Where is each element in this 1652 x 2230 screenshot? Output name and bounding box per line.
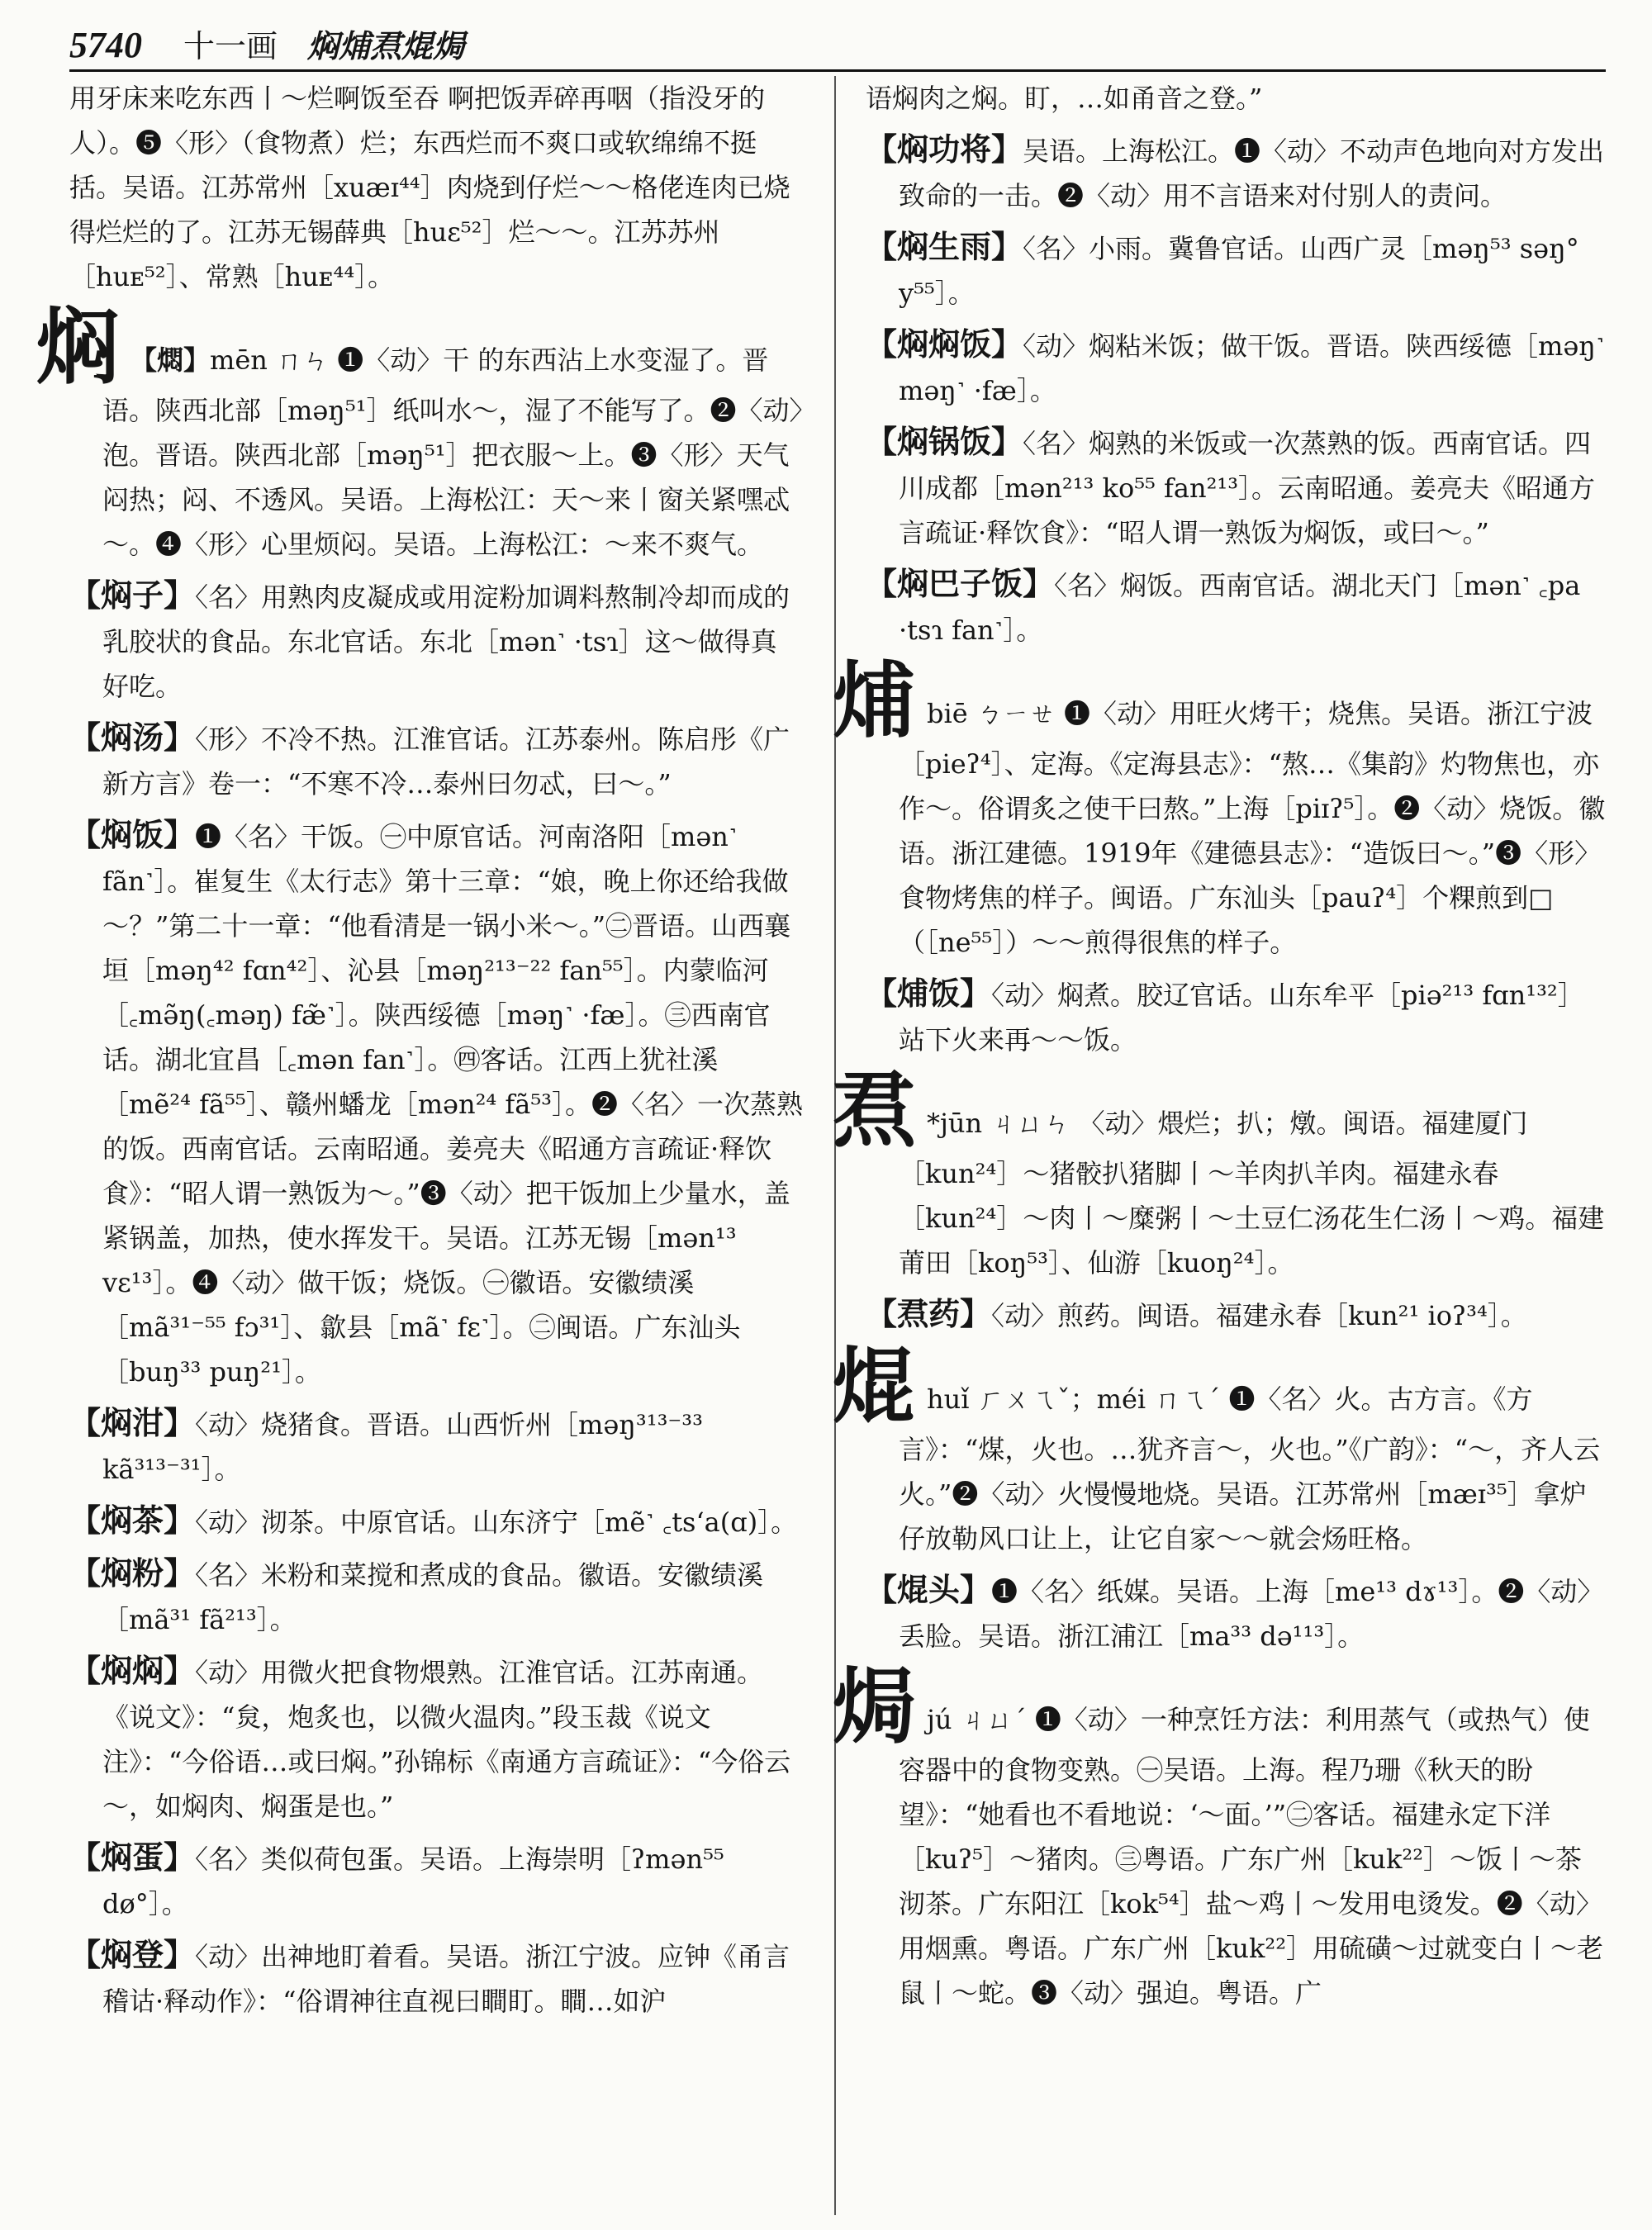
headword-entry [833,1061,1606,1285]
stroke-section: 十一画 [183,28,278,64]
compound-entry [69,715,803,806]
definition-text: biē ㄅㄧㄝ ❶〈动〉用旺火烤干；烧焦。吴语。浙江宁波［pieʔ⁴］、定海。《定海县志》：“熬…《集韵》灼物焦也，亦作～。俗谓炙之使干曰熬。”上海［piɪʔ⁵］。❷〈动〉烧饭。徽语。浙江建德。1919年《建德县志》：“造饭曰～。”❸〈形〉食物烤焦的样子。闽语。广东汕头［pauʔ⁴］个粿煎到□（［ne⁵⁵］）～～煎得很焦的样子。 [899,698,1606,958]
compound-entry [866,420,1606,555]
compound-term: 【焖泔】 [69,1404,196,1441]
compound-entry [69,1498,803,1544]
definition-text: mēn ㄇㄣ ❶〈动〉干 的东西沾上水变湿了。晋语。陕西北部［məŋ⁵¹］纸叫水～，湿了不能写了。❷〈动〉泡。晋语。陕西北部［məŋ⁵¹］把衣服～上。❸〈形〉天气闷热；闷、不透风。吴语。上海松江：天～来丨窗关紧嘿忒～。❹〈形〉心里烦闷。吴语。上海松江：～来不爽气。 [102,344,803,560]
definition-text: 用牙床来吃东西丨～烂啊饭至吞 啊把饭弄碎再咽（指没牙的人）。❺〈形〉（食物煮）烂；东西烂而不爽口或软绵绵不挺括。吴语。江苏常州［xuæɪ⁴⁴］肉烧到仔烂～～格佬连肉已烧得烂烂的了。江苏无锡薛典［huɛ⁵²］烂～～。江苏苏州［huᴇ⁵²］、常熟［huᴇ⁴⁴］。 [69,83,790,292]
definition-text: ❶〈名〉干饭。㊀中原官话。河南洛阳［mən˺ fãn˺］。崔复生《太行志》第十三章：“娘，晚上你还给我做～？”第二十一章：“他看清是一锅小米～。”㊁晋语。山西襄垣［məŋ⁴² fɑn⁴²］、沁县［məŋ²¹³⁻²² fan⁵⁵］。内蒙临河［꜀mə̃ŋ(꜀məŋ) fæ̃˺］。陕西绥德［məŋ˺ ·fæ］。㊂西南官话。湖北宜昌［꜀mən fan˺］。㊃客话。江西上犹社溪［mẽ²⁴ fã⁵⁵］、赣州蟠龙［mən²⁴ fã⁵³］。❷〈名〉一次蒸熟的饭。西南官话。云南昭通。姜亮夫《昭通方言疏证·释饮食》：“昭人谓一熟饭为～。”❸〈动〉把干饭加上少量水，盖紧锅盖，加热，使水挥发干。吴语。江苏无锡［mən¹³ vɛ¹³］。❹〈动〉做干饭；烧饭。㊀徽语。安徽绩溪［mã³¹⁻⁵⁵ fɔ³¹］、歙县［mã˺ fɛ˺］。㊁闽语。广东汕头［buŋ³³ puŋ²¹］。 [102,821,803,1388]
compound-term: 【烳饭】 [866,975,992,1012]
headword-character: 焜 [833,1337,915,1435]
headword-entry [833,652,1606,965]
definition-text: 〈动〉出神地盯着看。吴语。浙江宁波。应钟《甬言稽诂·释动作》：“俗谓神往直视曰瞷盯。瞷…如沪 [102,1941,790,2017]
definition-text: 〈动〉焖粘米饭；做干饭。晋语。陕西绥德［məŋ˺ məŋ˺ ·fæ］。 [899,330,1605,406]
compound-entry [69,1401,803,1492]
continued-text [69,76,803,299]
definition-text: 〈名〉焖饭。西南官话。湖北天门［mən˺ ꜀pa ·tsɿ fan˺］。 [899,570,1581,646]
definition-text: *jūn ㄐㄩㄣ 〈动〉煨烂；扒；燉。闽语。福建厦门［kun²⁴］～猪骹扒猪脚丨～羊肉扒羊肉。福建永春［kun²⁴］～肉丨～糜粥丨～土豆仁汤花生仁汤丨～鸡。福建莆田［koŋ⁵³］、仙游［kuoŋ²⁴］。 [899,1108,1605,1279]
definition-text: 〈动〉焖煮。胶辽官话。山东牟平［piə²¹³ fɑn¹³²］站下火来再～～饭。 [899,980,1584,1056]
definition-text: 〈动〉用微火把食物煨熟。江淮官话。江苏南通。《说文》：“炱，炮炙也，以微火温肉。”段玉裁《说文注》：“今俗语…或曰焖。”孙锦标《南通方言疏证》：“今俗云～，如焖肉、焖蛋是也。” [102,1657,791,1822]
definition-text: 〈动〉沏茶。中原官话。山东济宁［mẽ˺ ꜀tsʻa(ɑ)］。 [195,1506,798,1538]
headword-entry [36,298,803,567]
compound-entry [69,1551,803,1642]
compound-term: 【焖焖饭】 [866,325,1023,363]
headword-character: 焗 [833,1658,915,1755]
definition-text: ❶〈名〉纸媒。吴语。上海［me¹³ dɤ¹³］。❷〈动〉丢脸。吴语。浙江浦江［ma³³ də¹¹³］。 [899,1576,1604,1652]
variant-form: 【燜】 [131,344,211,376]
compound-entry [866,127,1606,218]
compound-term: 【焖子】 [69,576,196,614]
definition-text: 〈动〉烧猪食。晋语。山西忻州［məŋ³¹³⁻³³ kã³¹³⁻³¹］。 [102,1409,703,1485]
page-header [69,15,1606,66]
compound-entry [69,1835,803,1926]
compound-entry [69,1649,803,1829]
definition-text: jú ㄐㄩˊ ❶〈动〉一种烹饪方法：利用蒸气（或热气）使容器中的食物变熟。㊀吴语。上海。程乃珊《秋天的盼望》：“她看也不看地说：‘～面。’”㊁客话。福建永定下洋［kuʔ⁵］～猪肉。㊂粤语。广东广州［kuk²²］～饭丨～茶沏茶。广东阳江［kok⁵⁴］盐～鸡丨～发用电烫发。❷〈动〉用烟熏。粤语。广东广州［kuk²²］用硫磺～过就变白丨～老鼠丨～蛇。❸〈动〉强迫。粤语。广 [899,1704,1604,2009]
headword-entry [833,1658,1606,2015]
compound-entry [866,1568,1606,1658]
definition-text: 〈名〉类似荷包蛋。吴语。上海崇明［ʔmən⁵⁵ dø°］。 [102,1843,724,1919]
compound-term: 【焖饭】 [69,816,196,853]
compound-term: 【焖粉】 [69,1554,196,1592]
continued-text [866,76,1606,121]
compound-entry [866,971,1606,1062]
compound-term: 【焖锅饭】 [866,423,1023,460]
headword-character: 烳 [833,652,915,749]
compound-term: 【焖蛋】 [69,1839,196,1876]
compound-term: 【焖功将】 [866,130,1023,168]
compound-term: 【焖登】 [69,1936,196,1973]
compound-entry [69,813,803,1394]
compound-entry [866,1292,1606,1338]
compound-entry [866,562,1606,652]
compound-term: 【焖生雨】 [866,228,1023,265]
compound-term: 【焖茶】 [69,1502,196,1539]
compound-entry [69,1933,803,2024]
definition-text: 〈名〉焖熟的米饭或一次蒸熟的饭。西南官话。四川成都［mən²¹³ ko⁵⁵ fan²¹³］。云南昭通。姜亮夫《昭通方言疏证·释饮食》：“昭人谓一熟饭为焖饭，或曰～。” [899,428,1596,548]
compound-term: 【焖焖】 [69,1652,196,1689]
left-column [36,76,803,2215]
definition-text: 吴语。上海松江。❶〈动〉不动声色地向对方发出致命的一击。❷〈动〉用不言语来对付别人的责问。 [899,135,1605,211]
compound-term: 【焖巴子饭】 [866,565,1055,602]
compound-entry [866,225,1606,316]
headword-character: 焄 [833,1061,915,1159]
definition-text: 〈名〉小雨。冀鲁官话。山西广灵［məŋ⁵³ səŋ° y⁵⁵］。 [899,233,1579,309]
definition-text: 语焖肉之焖。盯，…如甬音之登。” [866,83,1263,114]
definition-text: 〈形〉不冷不热。江淮官话。江苏泰州。陈启彤《广新方言》卷一：“不寒不冷…泰州曰勿忒，曰～。” [102,724,790,799]
page-number: 5740 [69,25,142,65]
header-characters: 焖烳焄焜焗 [307,27,465,64]
headword-entry [833,1337,1606,1561]
definition-text: huǐ ㄏㄨㄟˇ；méi ㄇㄟˊ ❶〈名〉火。古方言。《方言》：“煤，火也。…犹齐言～，火也。”《广韵》：“～，齐人云火。”❷〈动〉火慢慢地烧。吴语。江苏常州［mæɪ³⁵］拿炉仔放勒风口让上，让它自家～～就会炀旺格。 [899,1383,1601,1554]
compound-term: 【焄药】 [866,1295,992,1332]
definition-text: 〈名〉米粉和菜搅和煮成的食品。徽语。安徽绩溪［mã³¹ fã²¹³］。 [102,1559,764,1635]
compound-term: 【焜头】 [866,1571,992,1608]
compound-entry [866,322,1606,413]
right-column [833,76,1606,2215]
compound-entry [69,573,803,709]
headword-character: 焖 [36,298,119,396]
definition-text: 〈动〉煎药。闽语。福建永春［kun²¹ ioʔ³⁴］。 [991,1300,1527,1331]
definition-text: 〈名〉用熟肉皮凝成或用淀粉加调料熬制冷却而成的乳胶状的食品。东北官话。东北［mən˺ ·tsɿ］这～做得真好吃。 [102,581,790,702]
header-rule [69,69,1606,72]
compound-term: 【焖汤】 [69,719,196,756]
